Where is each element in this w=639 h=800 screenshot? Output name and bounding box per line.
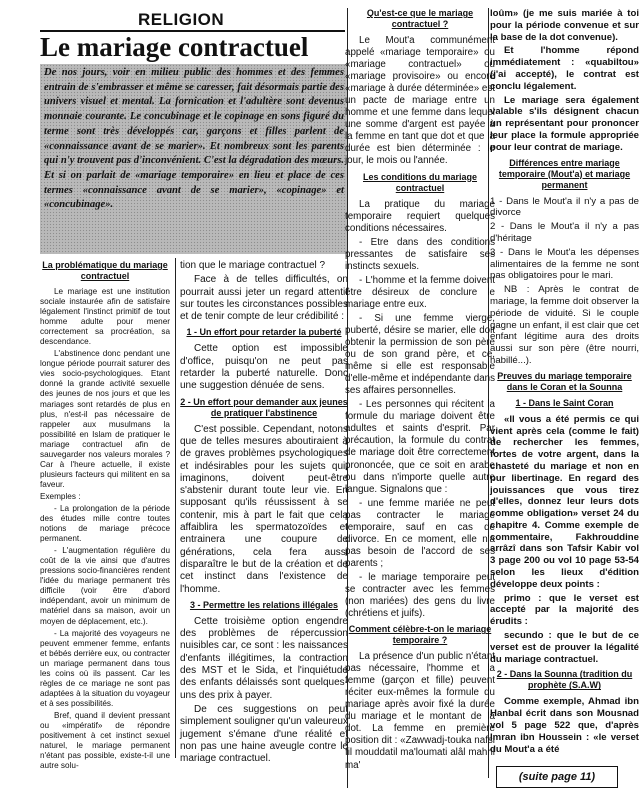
column-3 <box>345 8 495 774</box>
paragraph: Exemples : <box>40 491 81 501</box>
paragraph: La pratique du mariage temporaire requiert quelques conditions nécessaires. <box>345 198 495 234</box>
paragraph: Cette option est impossible d'office, puisqu'on ne peut pas retarder la puberté naturelle. Donc une suggestion dénuée de sens. <box>180 343 348 392</box>
list-item: - Etre dans des conditions pressantes de satisfaire ses instincts sexuels. <box>345 236 495 272</box>
column-divider <box>175 258 176 758</box>
subheading: 1 - Un effort pour retarder la puberté <box>186 327 342 338</box>
subheading: Preuves du mariage temporaire dans le Coran et la Sounna <box>497 370 632 392</box>
column-1 <box>40 260 170 773</box>
paragraph: Le Mout'a communément appelé «mariage temporaire» ou «mariage contractuel» ou «mariage provisoire» ou encore «mariage à durée déterminée» est un pacte de mariage entre un homme et une femme dans lequel une somme d'argent est payée à la femme en tant que dot et que la durée est bien déterminée : le jour, le mois ou l'année. <box>345 35 495 167</box>
paragraph: primo : que le verset est accepté par la majorité des érudits : <box>490 592 639 628</box>
paragraph: C'est possible. Cependant, notons que de telles mesures aboutiraient à de graves problèmes psychologiques et indésirables pour les sujets qui, imaginons, doivent peut-être s'abstenir durant toute leur vie. En supposant qu'ils réussissent à se contenir, mis à part le fait que cela affaiblira les spermatozoïdes et entrainera une coupure de générations, cela fera aussi disparaître le but de la création et de cet instinct dans l'existence de l'homme. <box>180 423 348 595</box>
paragraph: Comme exemple, Ahmad ibn Hanbal écrit dans son Mousnad vol 5 page 522 que, d'après Imran ibn Houssein : «le verset du Mout'a a été <box>490 696 639 755</box>
subheading: 2 - Dans la Sounna (tradition du prophète (S.A.W) <box>496 669 633 691</box>
paragraph: De ces suggestions on peut simplement souligner qu'un valeureux jugement s'émane d'une réalité et non pas une haine aveugle contre le mariage contractuel. <box>180 703 348 765</box>
subheading: Comment célèbre-t-on le mariage temporaire ? <box>348 624 492 646</box>
subheading: 2 - Un effort pour demander aux jeunes de pratiquer l'abstinence <box>180 396 348 418</box>
subheading: 1 - Dans le Saint Coran <box>515 397 614 408</box>
subheading: 3 - Permettre les relations illégales <box>189 599 339 610</box>
paragraph: - L'augmentation régulière du coût de la vie ainsi que d'autres pressions socio-financières rendent l'idée du mariage permanent très difficile (voir être d'abord indépendant, avoir un minimum de matériel dans sa maison, avoir un moyen de déplacement, etc.). <box>40 546 170 626</box>
paragraph: - La majorité des voyageurs ne peuvent emmener femme, enfants et bébés derrière eux, ou contracter un mariage permanent dans tous les coins où ils passent. Car les règles de ce mariage ne sont pas adaptées à la situation du voyageur et à ses possibilités. <box>40 628 170 708</box>
paragraph: tion que le mariage contractuel ? <box>180 260 326 271</box>
paragraph: Le mariage sera également valable s'ils désignent chacun un représentant pour prononcer leur place la formule appropriée pour leur contrat de mariage. <box>490 94 639 153</box>
paragraph: NB : Après le contrat de mariage, la femme doit observer la période de viduité. Si le couple gagne un enfant, il est clair que cet enfant légitime aura des droits aussi sur son père (être nourri, habillé...). <box>490 284 639 366</box>
list-item: - L'homme et la femme doivent être désireux de conclure le mariage entre eux. <box>345 274 495 310</box>
list-item: - le mariage temporaire peut se contracter avec les femmes (non mariées) des gens du livre (chrétiens et juifs). <box>345 571 495 620</box>
list-item: - Si une femme vierge, puberté, désire se marier, elle doit obtenir la permission de son père ou de son grand père, et ce, même si elle est responsable d'elle-même et indépendante dans ses affaires personnelles. <box>345 312 496 397</box>
continued-on-page-box: (suite page 11) <box>496 766 618 788</box>
paragraph: loûm» (je me suis mariée à toi pour la période convenue et sur la base de la dot convenue). <box>490 8 639 43</box>
paragraph: «Il vous a été permis ce qui vient après cela (comme le fait) de rechercher les femmes, fortes de votre argent, dans la chasteté du mariage et non en pur libertinage. En regard des jouissances que vous tirez d'elles, donnez leur leurs dots comme obligation» verset 24 du chapitre 4. Comme exemple de commentaire, Fakhrouddine arrâzî dans son Tafsir Kabir vol 3 page 200 ou vol 10 page 53-54 selon les lieux d'édition développe deux points : <box>490 413 639 590</box>
paragraph: Bref, quand il devient pressant ou «impératif» de répondre positivement à cet instinct sexuel naturel, le mariage permanent n'étant pas possible, existe-t-il une autre solu- <box>40 710 170 771</box>
list-item: - Les personnes qui récitent la formule du mariage doivent être adultes et saints d'esprit. Par précaution, la formule du contrat de mariage doit être correctement prononcée, que ce soit en arabe ou dans n'importe quelle autre langue. Signalons que : <box>345 399 495 495</box>
paragraph: Cette troisième option engendre des problèmes de répercussion nuisibles car, ce sont : les naissances d'enfants illégitimes, la contraction des MST et le Sida, et l'inquiétude des enfants délaissés sont quelques-uns des prix à payer. <box>180 615 348 701</box>
list-item: - une femme mariée ne peut pas contracter le mariage temporaire, sauf en cas de divorce. En ce moment, elle n'a pas besoin de l'accord de ses parents ; <box>345 497 495 569</box>
article-headline: Le mariage contractuel <box>40 32 309 62</box>
paragraph: La présence d'un public n'étant pas nécessaire, l'homme et la femme (garçon et fille) peuvent réciter eux-mêmes la formule du mariage après avoir fixé la durée du mariage et le montant de la dot. La femme en première position dit : «Zawwadj-touka nafsi fil mouddatil ma'loumati alâl mahril ma' <box>345 651 495 771</box>
lead-paragraph: De nos jours, voir en milieu public des hommes et des femmes entrain de s'embrasser et même se caresser, fait désormais partie des univers visuel et mental. La fornication et l'adultère sont devenus monnaie courante. Le concubinage et le copinage en sons figuré du terme sont très développés car, garçons et filles parlent de «connaissance avant de se marier». Et nombreux sont les parents qui n'y trouvent pas d'inconvénient. C'est la dégradation des mœurs. Et si on parlait de «mariage temporaire» en lieu et place de ces termes «connaissance avant de se marier», «copinage» et «concubinage». <box>40 64 348 254</box>
paragraph: secundo : que le but de ce verset est de prouver la légalité du mariage contractuel. <box>490 630 639 665</box>
paragraph: Le mariage est une institution sociale instaurée afin de satisfaire légalement l'instinct primitif de tout homme adulte pour mener correctement sa procréation, sa descendance. <box>40 287 170 347</box>
subheading: Différences entre mariage temporaire (Mout'a) et mariage permanent <box>498 157 631 190</box>
paragraph: L'abstinence donc pendant une longue période pourrait saturer des vies socio-psychologiques. Etant donné la grande activité sexuelle des jeunes de nos jours et que les mariages sont retardés de plus en plus, n'est-il pas nécessaire de rappeler aux musulmans la possibilité en Islam de pratiquer le mariage contractuel afin de sauvegarder nos valeurs morales ? Car à l'heure actuelle, il existe plusieurs facteurs qui militent en sa faveur. <box>40 349 170 489</box>
paragraph: - La prolongation de la période des études mille contre toutes notions de mariage précoce permanent. <box>40 503 170 544</box>
list-item: 3 - Dans le Mout'a les dépenses alimentaires de la femme ne sont pas obligatoires pour le mari. <box>490 246 639 282</box>
subheading: La problématique du mariage contractuel <box>42 260 168 281</box>
column-4 <box>490 8 639 757</box>
subheading: Les conditions du mariage contractuel <box>362 171 478 193</box>
paragraph: Et l'homme répond immédiatement : «quabiltou» (j'ai accepté), le contrat est conclu légalement. <box>490 45 639 92</box>
list-item: 1 - Dans le Mout'a il n'y a pas de divorce <box>490 195 639 219</box>
section-label: RELIGION <box>138 10 225 29</box>
paragraph: Face à de telles difficultés, on pourrait aussi jeter un regard attentif sur toutes les circonstances possibles et de tenir compte de leur crédibilité : <box>180 274 348 323</box>
list-item: 2 - Dans le Mout'a il n'y a pas d'héritage <box>490 221 639 244</box>
subheading: Qu'est-ce que le mariage contractuel ? <box>366 8 474 29</box>
column-2 <box>180 260 348 767</box>
